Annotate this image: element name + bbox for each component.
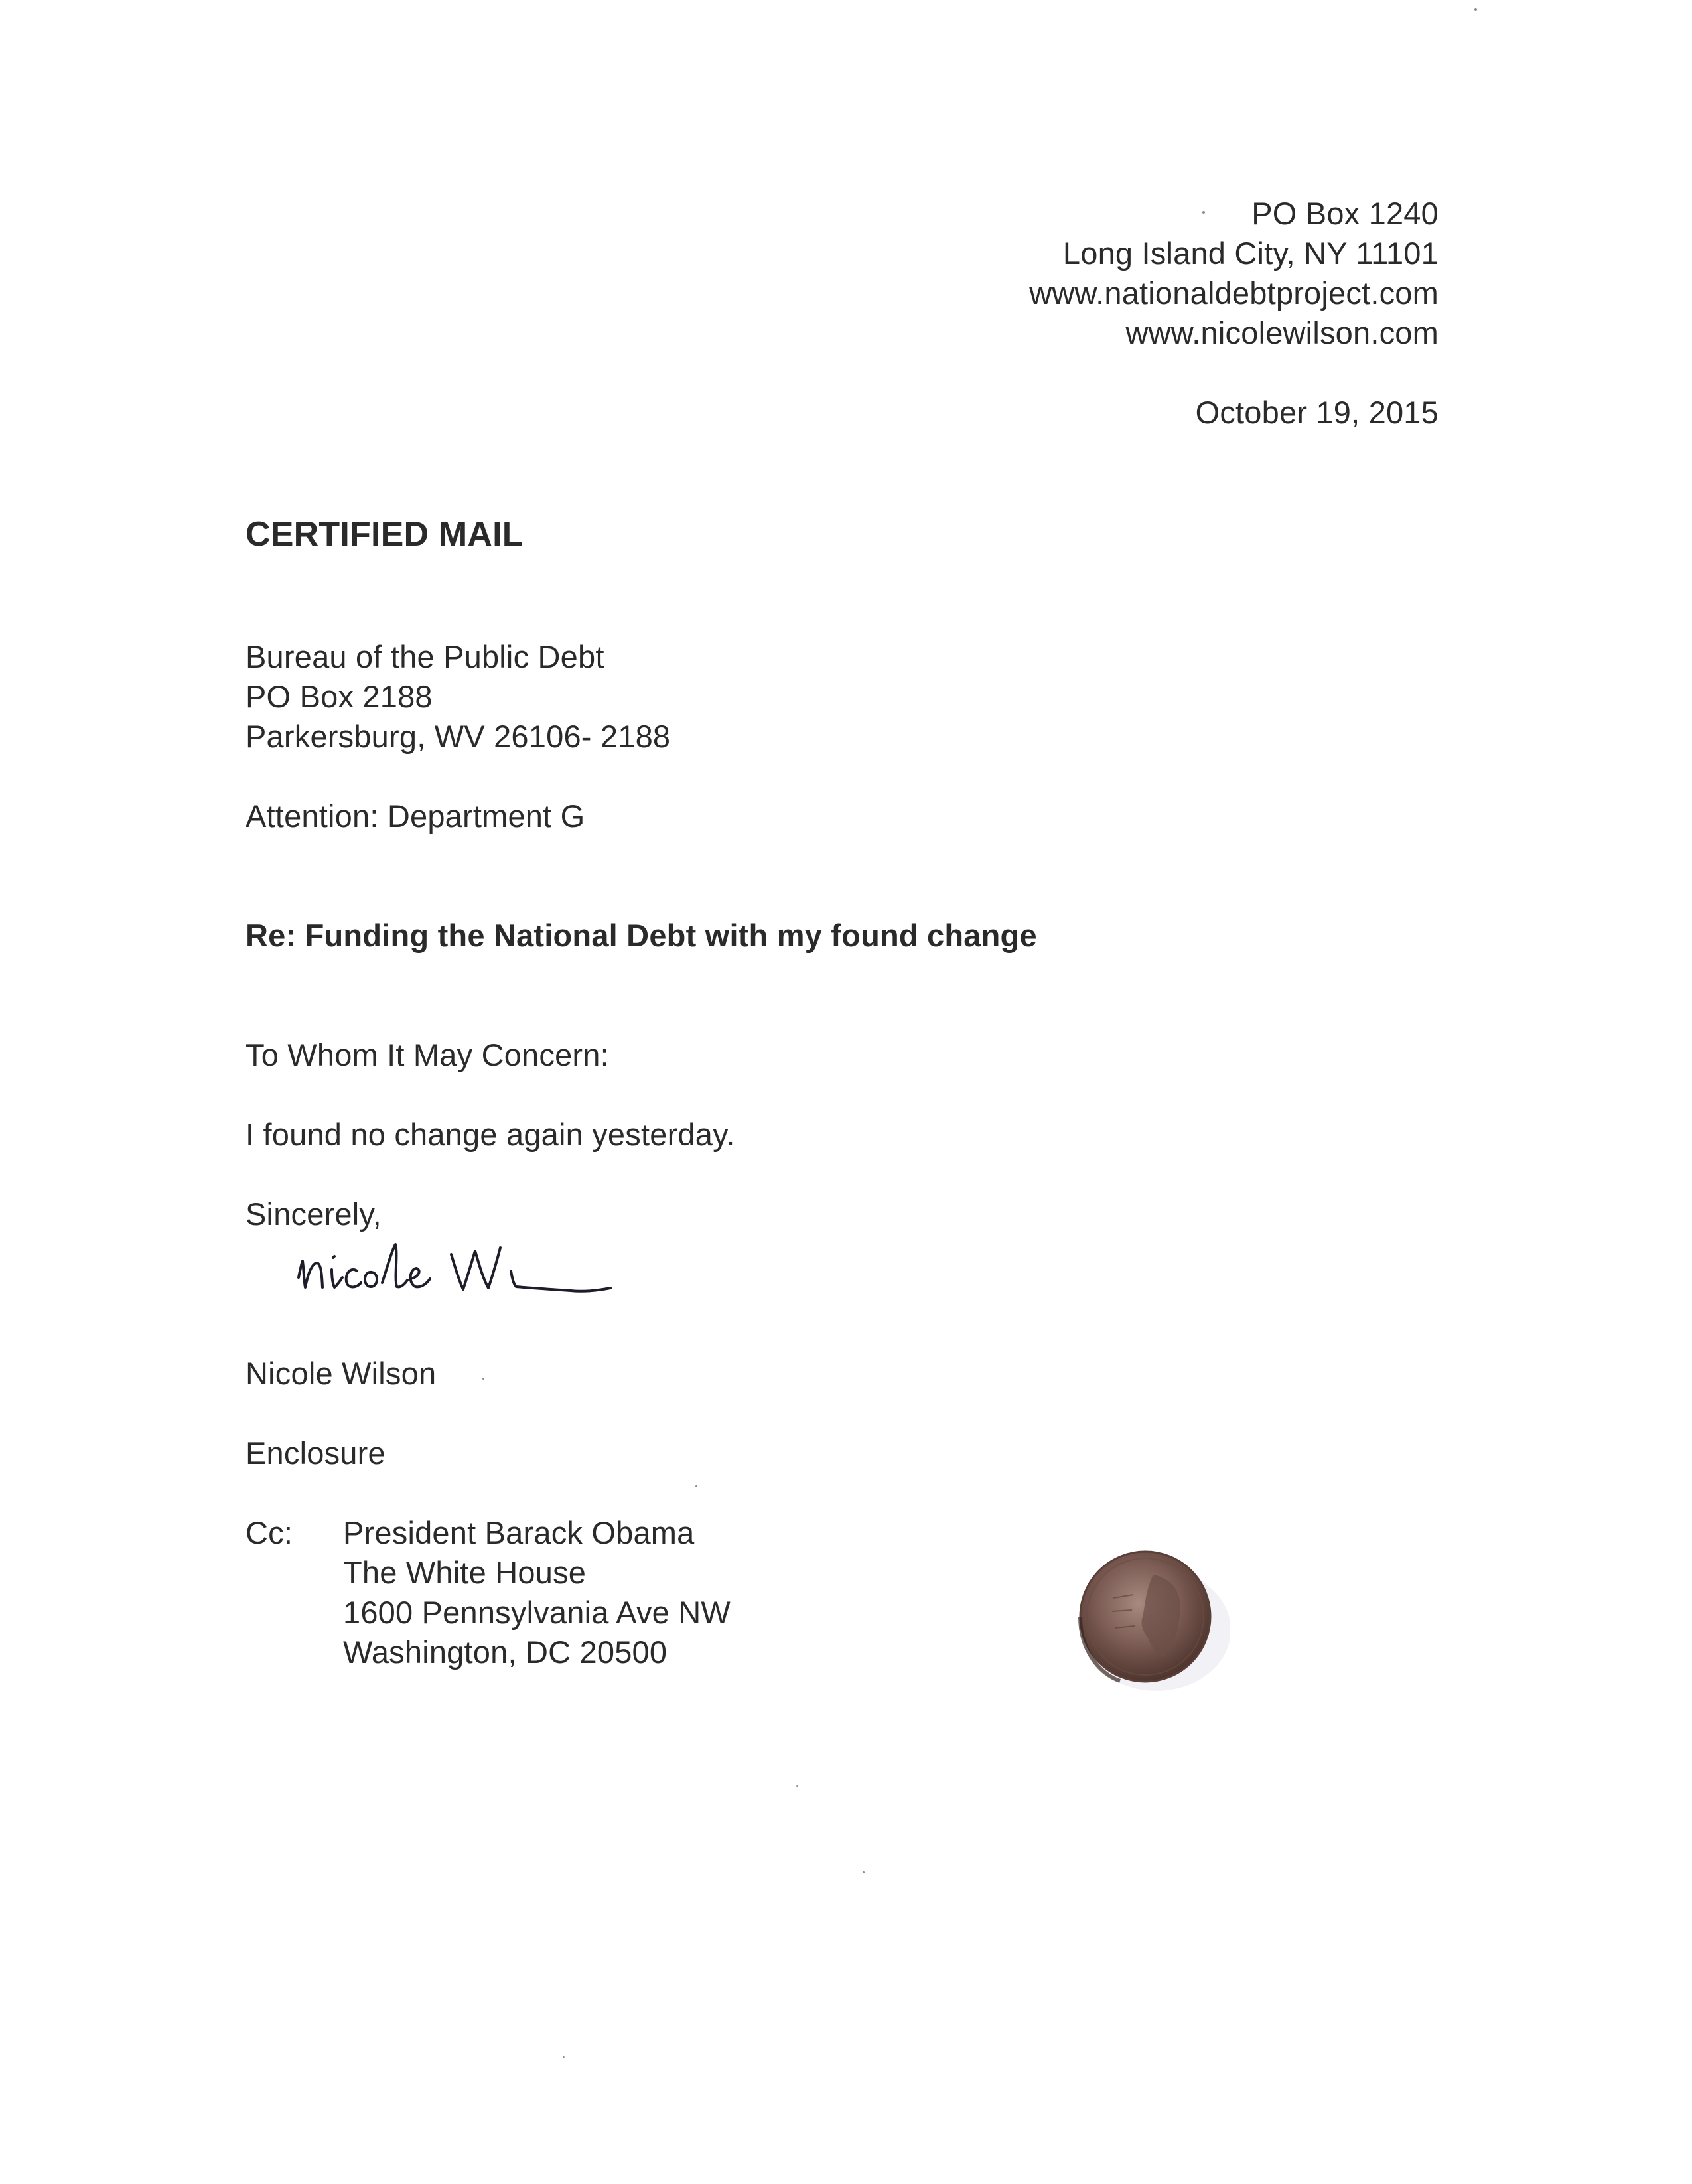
sender-city-line: Long Island City, NY 11101 [1062,236,1439,271]
scan-speck [563,2056,565,2058]
cc-line-1: President Barack Obama [343,1515,695,1550]
scan-speck [482,1378,484,1380]
recipient-po-box: PO Box 2188 [246,679,433,714]
scan-speck [796,1785,798,1787]
recipient-city-line: Parkersburg, WV 26106- 2188 [246,719,671,754]
delivery-method: CERTIFIED MAIL [246,515,524,553]
recipient-attention: Attention: Department G [246,798,585,834]
subject-line: Re: Funding the National Debt with my found change [246,918,1037,953]
letter-date: October 19, 2015 [1195,395,1439,430]
sender-website-1: www.nationaldebtproject.com [1029,275,1439,311]
enclosure-label: Enclosure [246,1435,386,1471]
closing: Sincerely, [246,1197,382,1232]
scan-speck [1474,8,1477,11]
salutation: To Whom It May Concern: [246,1037,609,1072]
scan-speck [695,1485,697,1487]
sender-po-box: PO Box 1240 [1251,196,1439,231]
handwritten-signature [285,1224,617,1311]
letter-body: I found no change again yesterday. [246,1117,735,1152]
cc-line-3: 1600 Pennsylvania Ave NW [343,1595,731,1630]
sender-website-2: www.nicolewilson.com [1125,315,1439,350]
cc-line-2: The White House [343,1555,587,1590]
recipient-name: Bureau of the Public Debt [246,639,604,674]
cc-line-4: Washington, DC 20500 [343,1635,668,1670]
penny-coin-image [1074,1538,1230,1694]
signer-name: Nicole Wilson [246,1356,437,1391]
scan-speck [863,1871,865,1873]
scan-speck [1202,211,1205,214]
cc-label: Cc: [246,1515,293,1550]
